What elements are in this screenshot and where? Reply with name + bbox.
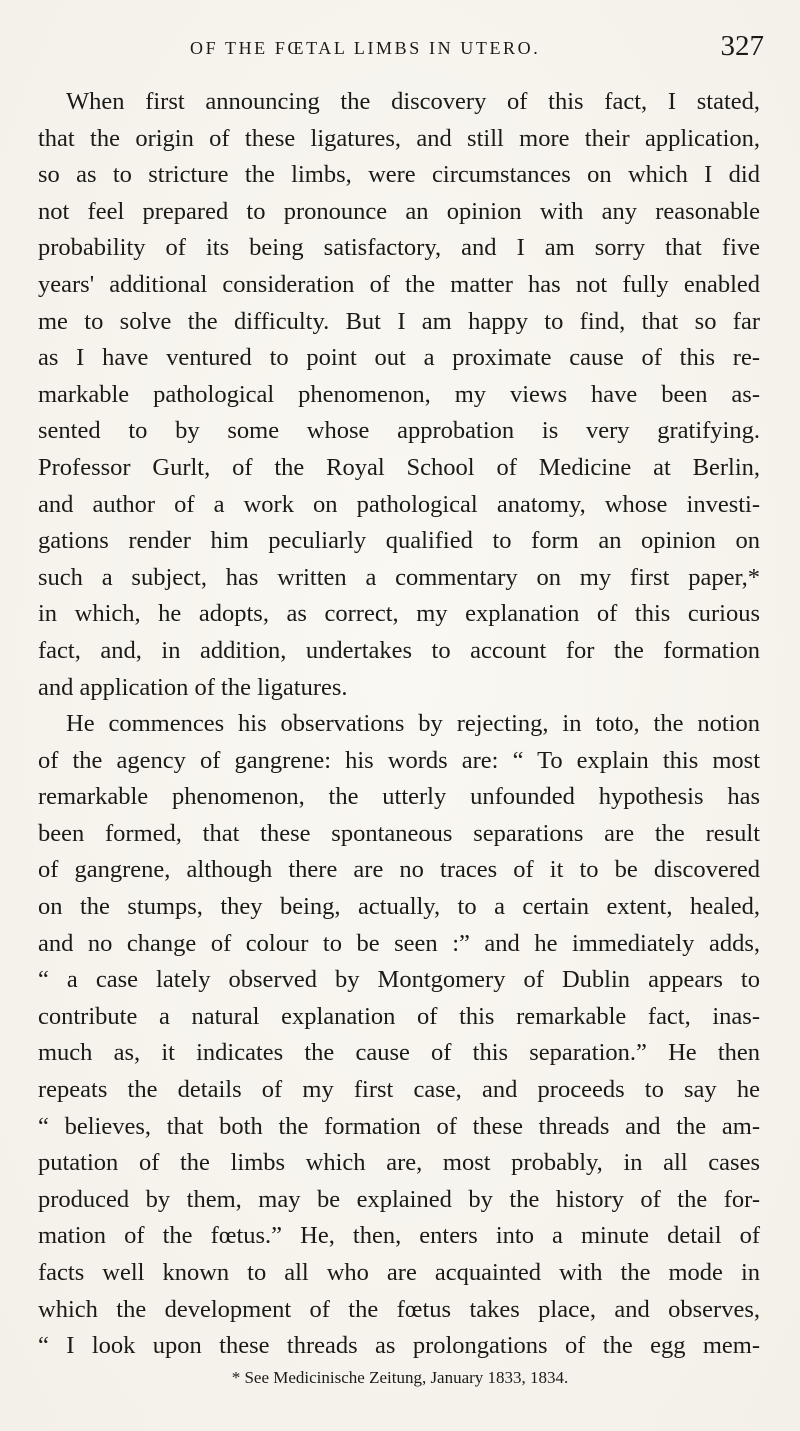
text-line: such a subject, has written a commentary on my first paper,* [38, 563, 760, 591]
text-line: putation of the limbs which are, most probably, in all cases [38, 1149, 760, 1177]
page-number: 327 [720, 30, 764, 62]
text-line: facts well known to all who are acquainted with the mode in [38, 1259, 760, 1286]
text-line: fact, and, in addition, undertakes to account for the formation [38, 636, 760, 664]
footnote [0, 1368, 800, 1388]
text-line: which the development of the fœtus takes place, and observes, [38, 1295, 760, 1323]
text-line: much as, it indicates the cause of this separation.” He then [38, 1039, 760, 1067]
text-line: of the agency of gangrene: his words are: “ To explain this most [38, 746, 760, 774]
footnote-marker: * [231, 1368, 241, 1387]
footnote-text: See Medicinische Zeitung, January 1833, 1834. [244, 1368, 569, 1387]
text-line: sented to by some whose approbation is very gratifying. [38, 417, 760, 445]
text-line: that the origin of these ligatures, and still more their application, [38, 124, 760, 152]
text-line: on the stumps, they being, actually, to a certain extent, healed, [38, 893, 760, 921]
text-line: remarkable phenomenon, the utterly unfounded hypothesis has [38, 783, 760, 811]
running-head [0, 30, 800, 66]
text-line: been formed, that these spontaneous separations are the result [38, 819, 760, 847]
text-line: “ a case lately observed by Montgomery of Dublin appears to [38, 966, 760, 994]
text-line: probability of its being satisfactory, and I am sorry that five [38, 234, 760, 262]
text-line: not feel prepared to pronounce an opinion with any reasonable [38, 197, 760, 225]
text-line: in which, he adopts, as correct, my explanation of this curious [38, 600, 760, 628]
text-line: When first announcing the discovery of this fact, I stated, [66, 88, 760, 115]
body-text [38, 84, 760, 1365]
text-line: “ I look upon these threads as prolongations of the egg mem- [38, 1332, 760, 1360]
text-line: markable pathological phenomenon, my views have been as- [38, 380, 760, 408]
text-line: me to solve the difficulty. But I am happy to find, that so far [38, 307, 760, 335]
text-line: produced by them, may be explained by the history of the for- [38, 1185, 760, 1213]
text-line: and no change of colour to be seen :” and he immediately adds, [38, 929, 760, 957]
running-title: OF THE FŒTAL LIMBS IN UTERO. [190, 38, 541, 58]
text-line: contribute a natural explanation of this remarkable fact, inas- [38, 1002, 760, 1030]
text-line: of gangrene, although there are no traces of it to be discovered [38, 856, 760, 884]
text-line: “ believes, that both the formation of these threads and the am- [38, 1112, 760, 1140]
text-line: as I have ventured to point out a proximate cause of this re- [38, 344, 760, 372]
text-line: mation of the fœtus.” He, then, enters into a minute detail of [38, 1222, 760, 1250]
text-line: and application of the ligatures. [38, 673, 348, 701]
text-line: Professor Gurlt, of the Royal School of Medicine at Berlin, [38, 453, 760, 481]
text-line: years' additional consideration of the matter has not fully enabled [38, 270, 760, 298]
text-line: gations render him peculiarly qualified to form an opinion on [38, 527, 760, 555]
text-line: so as to stricture the limbs, were circumstances on which I did [38, 161, 760, 189]
text-line: and author of a work on pathological anatomy, whose investi- [38, 490, 760, 518]
text-line: He commences his observations by rejecting, in toto, the notion [66, 710, 760, 738]
text-line: repeats the details of my first case, and proceeds to say he [38, 1076, 760, 1104]
